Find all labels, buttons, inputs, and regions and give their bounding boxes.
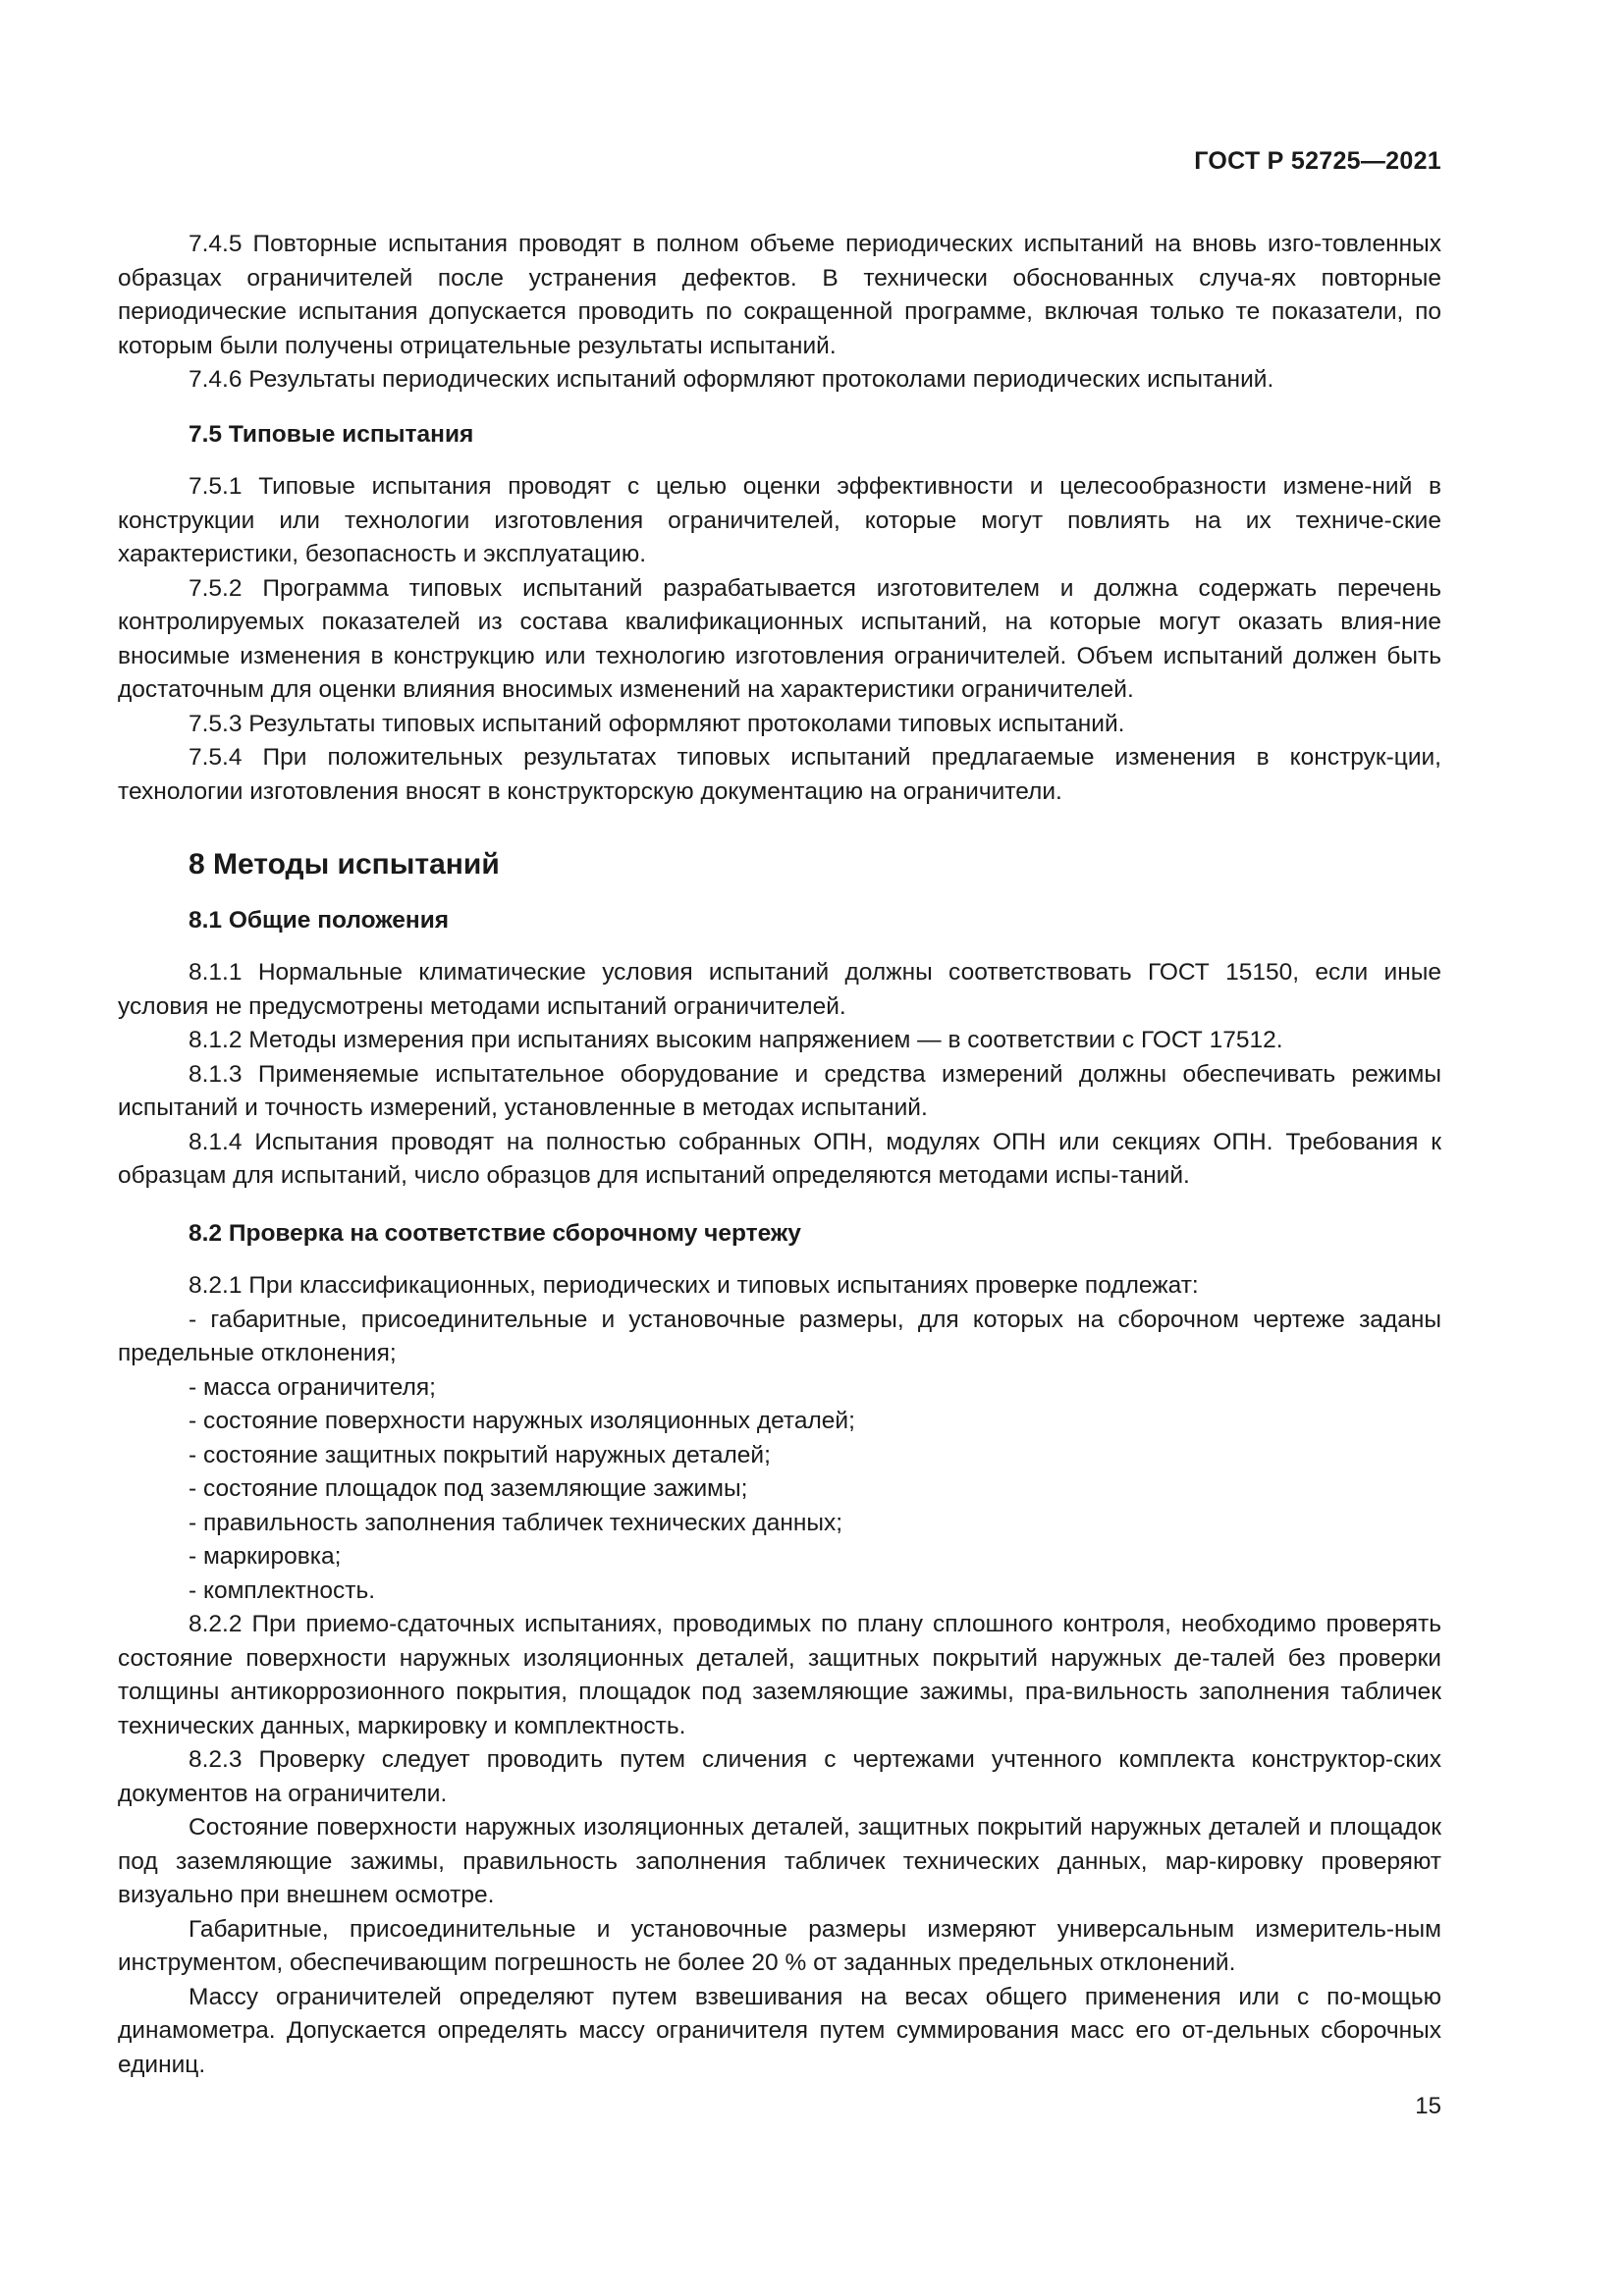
paragraph-visual-inspection: Состояние поверхности наружных изоляционных деталей, защитных покрытий наружных деталей и площадок под заземляющие зажимы, правильность заполнения табличек технических данных, мар-кировку проверяют визуально при внешнем осмотре.: [118, 1814, 1441, 1908]
paragraph-mass-measurement: Массу ограничителей определяют путем взвешивания на весах общего применения или с по-мощью динамометра. Допускается определять массу ограничителя путем суммирования масс его от-дельных сборочных единиц.: [118, 1983, 1441, 2078]
heading-8: 8 Методы испытаний: [189, 848, 500, 881]
heading-7-5: 7.5 Типовые испытания: [189, 420, 474, 448]
clause-7-4-6: 7.4.6 Результаты периодических испытаний оформляют протоколами периодических испытаний.: [189, 366, 1274, 393]
clause-8-2-1: 8.2.1 При классификационных, периодических и типовых испытаниях проверке подлежат:: [189, 1272, 1199, 1299]
list-item: - состояние защитных покрытий наружных деталей;: [189, 1441, 771, 1468]
document-standard-id: ГОСТ Р 52725—2021: [1194, 147, 1441, 175]
clause-7-5-2: 7.5.2 Программа типовых испытаний разрабатывается изготовителем и должна содержать перечень контролируемых показателей из состава квалификационных испытаний, на которые могут оказать влия-ние вносимые изменения в конструкцию или технологию изготовления ограничителей. Объем испытаний должен быть достаточным для оценки влияния вносимых изменений на характеристики ограничителей.: [118, 574, 1441, 703]
list-item: - маркировка;: [189, 1543, 342, 1570]
heading-8-1: 8.1 Общие положения: [189, 906, 450, 934]
heading-8-2: 8.2 Проверка на соответствие сборочному чертежу: [189, 1219, 801, 1247]
clause-7-5-1: 7.5.1 Типовые испытания проводят с целью оценки эффективности и целесообразности измене-ний в конструкции или технологии изготовления ограничителей, которые могут повлиять на их техниче-ские характеристики, безопасность и эксплуатацию.: [118, 473, 1441, 567]
clause-8-1-1: 8.1.1 Нормальные климатические условия испытаний должны соответствовать ГОСТ 15150, если иные условия не предусмотрены методами испытаний ограничителей.: [118, 959, 1441, 1020]
clause-8-1-2: 8.1.2 Методы измерения при испытаниях высоким напряжением — в соответствии с ГОСТ 17512.: [189, 1027, 1283, 1053]
document-body: [118, 228, 1441, 2082]
clause-8-2-3: 8.2.3 Проверку следует проводить путем сличения с чертежами учтенного комплекта конструктор-ских документов на ограничители.: [118, 1746, 1441, 1807]
clause-7-5-3: 7.5.3 Результаты типовых испытаний оформляют протоколами типовых испытаний.: [189, 710, 1125, 737]
page-number: 15: [1415, 2093, 1441, 2119]
clause-8-1-4: 8.1.4 Испытания проводят на полностью собранных ОПН, модулях ОПН или секциях ОПН. Требования к образцам для испытаний, число образцов для испытаний определяются методами испы-таний.: [118, 1128, 1441, 1189]
clause-7-5-4: 7.5.4 При положительных результатах типовых испытаний предлагаемые изменения в конструк-ции, технологии изготовления вносят в конструкторскую документацию на ограничители.: [118, 744, 1441, 805]
list-item: - правильность заполнения табличек технических данных;: [189, 1509, 843, 1536]
clause-8-1-3: 8.1.3 Применяемые испытательное оборудование и средства измерений должны обеспечивать режимы испытаний и точность измерений, установленные в методах испытаний.: [118, 1060, 1441, 1121]
clause-7-4-5: 7.4.5 Повторные испытания проводят в полном объеме периодических испытаний на вновь изго-товленных образцах ограничителей после устранения дефектов. В технически обоснованных случа-ях повторные периодические испытания допускается проводить по сокращенной программе, включая только те показатели, по которым были получены отрицательные результаты испытаний.: [118, 231, 1441, 359]
clause-8-2-2: 8.2.2 При приемо-сдаточных испытаниях, проводимых по плану сплошного контроля, необходимо проверять состояние поверхности наружных изоляционных деталей, защитных покрытий наружных де-талей без проверки толщины антикоррозионного покрытия, площадок под заземляющие зажимы, пра-вильность заполнения табличек технических данных, маркировку и комплектность.: [118, 1611, 1441, 1739]
list-item: - габаритные, присоединительные и установочные размеры, для которых на сборочном чертеже заданы предельные отклонения;: [118, 1306, 1441, 1366]
list-item: - состояние площадок под заземляющие зажимы;: [189, 1475, 748, 1502]
list-item: - состояние поверхности наружных изоляционных деталей;: [189, 1408, 855, 1434]
list-item: - комплектность.: [189, 1576, 376, 1604]
paragraph-dimension-measurement: Габаритные, присоединительные и установочные размеры измеряют универсальным измеритель-ным инструментом, обеспечивающим погрешность не более 20 % от заданных предельных отклонений.: [118, 1915, 1441, 1976]
list-item: - масса ограничителя;: [189, 1373, 436, 1401]
